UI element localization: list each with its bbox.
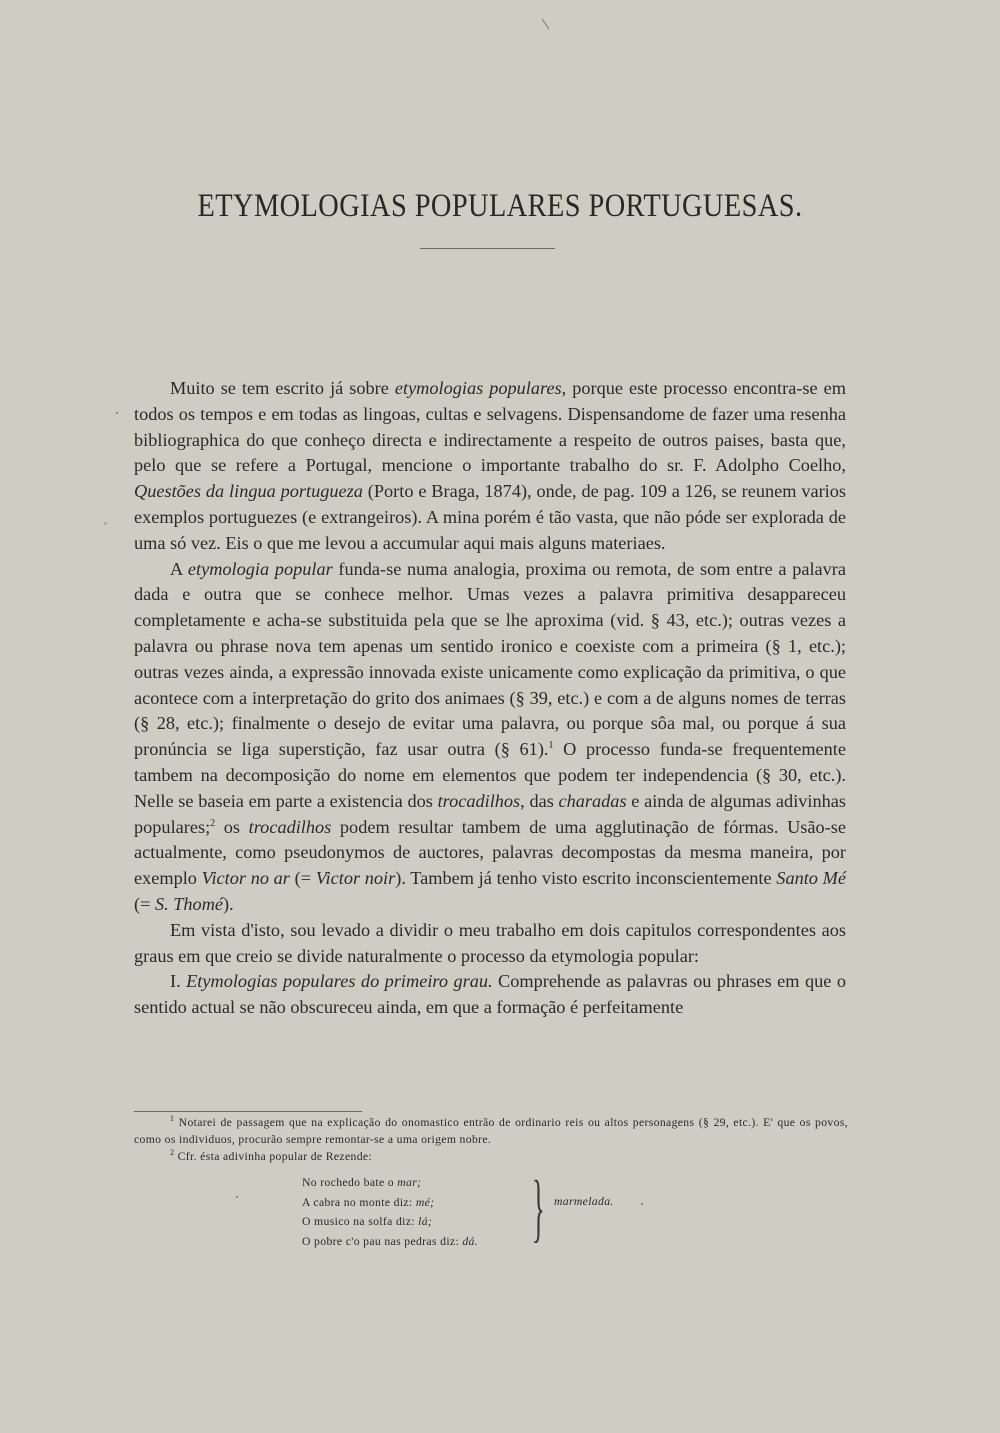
main-text: [134, 376, 846, 1021]
footnote-ref-2: 2: [210, 817, 216, 829]
paragraph-1: Muito se tem escrito já sobre etymologias populares, porque este processo encontra-se em todos os tempos e em todas as lingoas, cultas e selvagens. Dispensandome de fazer uma resenha bibliographica do que conheço directa e indirectamente a respeito de outros paises, basta que, pelo que se refere a Portugal, mencione o importante trabalho do sr. F. Adolpho Coelho, Questões da lingua portugueza (Porto e Braga, 1874), onde, de pag. 109 a 126, se reunem varios exemplos portuguezes (e extrangeiros). A mina porém é tão vasta, que não póde ser explorada de uma só vez. Eis o que me levou a accumular aqui mais alguns materiaes.: [134, 378, 846, 553]
riddle-answer: marmelada.: [554, 1195, 614, 1208]
verse-line: O musico na solfa diz: lá;: [302, 1215, 433, 1228]
curly-brace-icon: }: [532, 1166, 545, 1250]
title-rule: [420, 248, 555, 249]
verse-line: A cabra no monte diz: mé;: [302, 1195, 435, 1209]
page-title: ETYMOLOGIAS POPULARES PORTUGUESAS.: [197, 188, 803, 224]
footnote-2: $^2$ Cfr. ésta adivinha popular de Rezende:: [170, 1148, 373, 1163]
riddle-verse: [302, 1173, 478, 1251]
scan-speck: [104, 522, 107, 525]
footnote-rule: [134, 1111, 362, 1112]
paragraph-2: A etymologia popular funda-se numa analogia, proxima ou remota, de som entre a palavra dada e outra que se conhece melhor. Umas vezes a palavra primitiva desappareceu completamente e acha-se substituida pela que se lhe aproxima (vid. § 43, etc.); outras vezes a palavra ou phrase nova tem apenas um sentido ironico e coexiste com a primeira (§ 1, etc.); outras vezes ainda, a expressão innovada existe unicamente como explicação da primitiva, o que acontece com a interpretação do grito dos animaes (§ 39, etc.) e com a de alguns nomes de terras (§ 28, etc.); finalmente o desejo de evitar uma palavra, ou porque sôa mal, ou porque á sua pronúncia se liga superstição, faz usar outra (§ 61).$^1$ O processo funda-se frequentemente tambem na decomposição do nome em elementos que podem ter independencia (§ 30, etc.). Nelle se baseia em parte a existencia dos trocadilhos, das charadas e ainda de algumas adivinhas populares;$^2$ os trocadilhos podem resultar tambem de uma agglutinação de fórmas. Usão-se actualmente, como pseudonymos de auctores, palavras decompostas da mesma maneira, por exemplo Victor no ar (= Victor noir). Tambem já tenho visto escrito inconscientemente Santo Mé (= S. Thomé).: [134, 558, 846, 914]
paragraph-3: Em vista d'isto, sou levado a dividir o meu trabalho em dois capitulos correspondentes aos graus em que creio se divide naturalmente o processo da etymologia popular:: [134, 919, 846, 966]
footnotes: [134, 1114, 848, 1165]
scan-speck: [542, 19, 550, 29]
verse-line: O pobre c'o pau nas pedras diz: dá.: [302, 1234, 478, 1248]
scan-speck: [236, 1196, 238, 1198]
footnote-1: $^1$ Notarei de passagem que na explicação do onomastico entrão de ordinario reis ou altos personagens (§ 29, etc.). E' que os povos, como os individuos, procurão sempre remontar-se a uma origem nobre.: [134, 1114, 848, 1146]
verse-line: No rochedo bate o mar;: [302, 1176, 422, 1189]
scan-speck: [116, 412, 118, 414]
scan-speck: [641, 1203, 643, 1205]
paragraph-4: I. Etymologias populares do primeiro grau. Comprehende as palavras ou phrases em que o sentido actual se não obscureceu ainda, em que a formação é perfeitamente: [134, 971, 846, 1018]
footnote-ref-1: 1: [548, 740, 554, 752]
